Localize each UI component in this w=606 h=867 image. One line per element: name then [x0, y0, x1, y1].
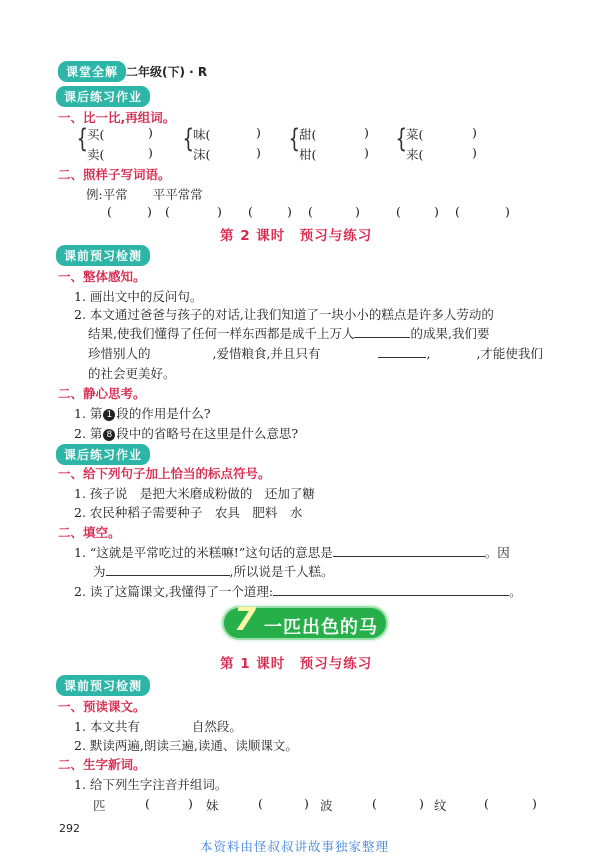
paragraph-number: 1 — [103, 409, 115, 421]
fill-blank[interactable] — [333, 543, 485, 557]
lesson-title: 一匹出色的马 — [264, 617, 378, 638]
grade-label: 二年级(下) · R — [126, 65, 208, 79]
question-1: 1. 画出文中的反问句。 — [74, 289, 203, 304]
preview-2: 2. 默读两遍,朗读三遍,读通、读顺课文。 — [74, 738, 298, 753]
question-2-line-4: 的社会更美好。 — [88, 366, 176, 381]
paren-close: ) — [147, 204, 152, 219]
paren-close: ) — [364, 145, 369, 160]
brace-icon: { — [288, 124, 301, 154]
page-number: 292 — [59, 822, 80, 835]
text: ,爱惜粮食,并且只有 — [212, 346, 321, 361]
text: 1. 第 — [74, 406, 103, 421]
paren-close: ) — [355, 204, 360, 219]
paren-close: ) — [532, 796, 537, 811]
paren-open: ( — [145, 796, 150, 811]
paren-close: ) — [256, 145, 261, 160]
section-write-words: 二、照样子写词语。 — [58, 167, 171, 182]
paren-close: ) — [148, 125, 153, 140]
question-3 — [74, 404, 211, 422]
char-pair-item: 菜( — [406, 127, 424, 142]
text: 段的作用是什么? — [116, 406, 211, 421]
new-char: 匹 — [93, 798, 106, 813]
lesson-heading: 第 2 课时 预习与练习 — [220, 228, 373, 244]
paragraph-number: 8 — [103, 429, 115, 441]
text: 。 — [509, 584, 522, 599]
fill-blank[interactable] — [378, 344, 426, 358]
text: 的成果,我们要 — [410, 326, 490, 341]
paren-open: ( — [248, 204, 253, 219]
paren-open: ( — [455, 204, 460, 219]
new-words-instruction: 1. 给下列生字注音并组词。 — [74, 777, 228, 792]
new-char: 波 — [320, 798, 333, 813]
section-overall: 一、整体感知。 — [58, 269, 146, 284]
paren-close: ) — [472, 145, 477, 160]
text: 。因 — [484, 545, 510, 560]
new-char: 妹 — [206, 798, 219, 813]
char-pair-item: 卖( — [87, 147, 105, 162]
text: 为 — [93, 564, 106, 579]
after-class-badge: 课后练习作业 — [56, 444, 150, 465]
text: ,才能使我们 — [476, 346, 543, 361]
paren-close: ) — [287, 204, 292, 219]
brace-icon: { — [395, 124, 408, 154]
text: 1. 本文共有 — [74, 719, 140, 734]
paren-close: ) — [472, 125, 477, 140]
brace-icon: { — [76, 124, 89, 154]
fill-blank[interactable] — [354, 324, 410, 338]
paren-close: ) — [256, 125, 261, 140]
char-pair-item: 沫( — [193, 147, 211, 162]
paren-open: ( — [107, 204, 112, 219]
lesson-number: 7 — [234, 600, 257, 638]
paren-close: ) — [217, 204, 222, 219]
before-class-badge: 课前预习检测 — [56, 245, 150, 266]
before-class-badge: 课前预习检测 — [56, 675, 150, 696]
book-badge: 课堂全解 — [58, 61, 126, 82]
example-text: 例:平常 平平常常 — [86, 187, 203, 202]
section-compare: 一、比一比,再组词。 — [58, 110, 176, 125]
char-pair-item: 味( — [193, 127, 211, 142]
text: ,所以说是千人糕。 — [229, 564, 334, 579]
question-2-line-2 — [88, 324, 489, 342]
footer-note: 本资料由怪叔叔讲故事独家整理 — [200, 839, 390, 854]
text: 自然段。 — [191, 719, 242, 734]
text: 结果,使我们懂得了任何一样东西都是成千上万人 — [88, 326, 355, 341]
after-class-badge: 课后练习作业 — [56, 86, 150, 107]
char-pair-item: 买( — [87, 127, 105, 142]
sentence-1: 1. 孩子说 是把大米磨成粉做的 还加了糖 — [74, 486, 315, 501]
fill-1-line-2 — [93, 562, 334, 580]
sentence-2: 2. 农民种稻子需要种子 农具 肥料 水 — [74, 505, 303, 520]
fill-blank[interactable] — [273, 582, 509, 596]
brace-icon: { — [182, 124, 195, 154]
section-new-words: 二、生字新词。 — [58, 757, 146, 772]
section-punctuation: 一、给下列句子加上恰当的标点符号。 — [58, 466, 271, 481]
preview-1 — [74, 717, 242, 735]
char-pair-item: 来( — [406, 147, 424, 162]
paren-open: ( — [165, 204, 170, 219]
fill-1-line-1 — [74, 543, 510, 561]
section-think: 二、静心思考。 — [58, 386, 146, 401]
paren-close: ) — [304, 796, 309, 811]
question-2-line-1: 2. 本文通过爸爸与孩子的对话,让我们知道了一块小小的糕点是许多人劳动的 — [74, 307, 494, 322]
paren-close: ) — [364, 125, 369, 140]
paren-open: ( — [396, 204, 401, 219]
text: 2. 读了这篇课文,我懂得了一个道理: — [74, 584, 274, 599]
text: 2. 第 — [74, 426, 103, 441]
text: 1. “这就是平常吃过的米糕嘛!”这句话的意思是 — [74, 545, 333, 560]
section-fill: 二、填空。 — [58, 525, 121, 540]
lesson-heading: 第 1 课时 预习与练习 — [220, 656, 373, 672]
paren-close: ) — [148, 145, 153, 160]
char-pair-item: 甜( — [299, 127, 317, 142]
text: 段中的省略号在这里是什么意思? — [116, 426, 299, 441]
question-4 — [74, 424, 298, 442]
paren-close: ) — [434, 204, 439, 219]
fill-blank[interactable] — [106, 562, 230, 576]
paren-close: ) — [505, 204, 510, 219]
lesson-title-banner — [222, 600, 388, 640]
char-pair-item: 柑( — [299, 147, 317, 162]
section-preview: 一、预读课文。 — [58, 699, 146, 714]
paren-open: ( — [484, 796, 489, 811]
question-2-line-3 — [88, 344, 543, 362]
paren-open: ( — [258, 796, 263, 811]
text: , — [426, 346, 431, 361]
paren-close: ) — [188, 796, 193, 811]
paren-open: ( — [308, 204, 313, 219]
paren-open: ( — [372, 796, 377, 811]
new-char: 纹 — [434, 798, 447, 813]
fill-2 — [74, 582, 522, 600]
text: 珍惜别人的 — [88, 346, 151, 361]
paren-close: ) — [419, 796, 424, 811]
